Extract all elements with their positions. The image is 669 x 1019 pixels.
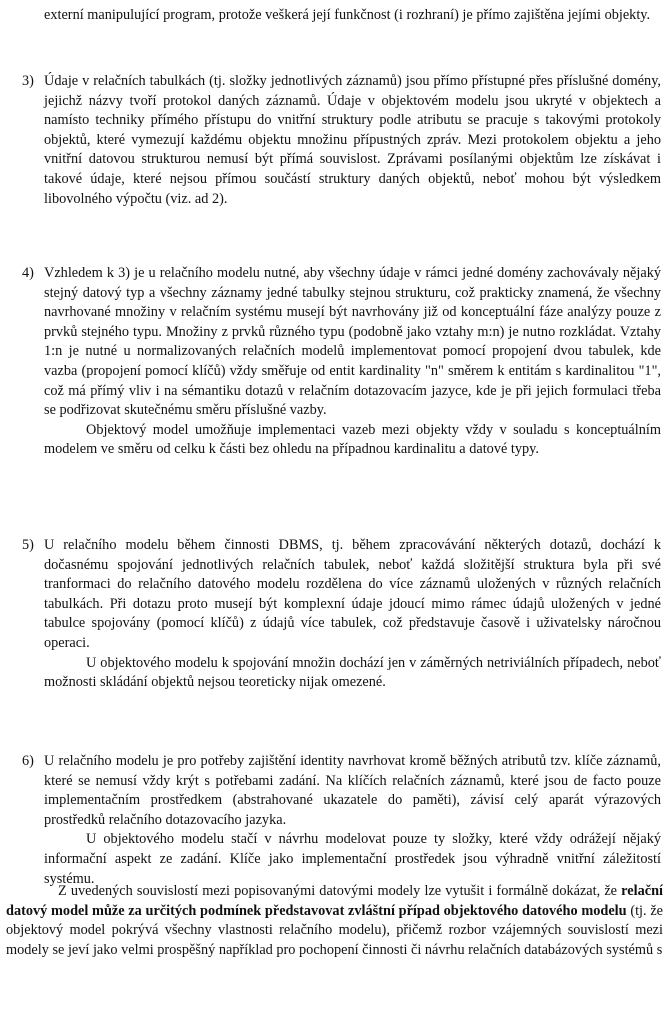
list-item-body	[44, 264, 661, 460]
list-item-body	[44, 536, 661, 693]
paragraph: U relačního modelu během činnosti DBMS, tj. během zpracovávání některých dotazů, dochází k dočasnému spojování jednotlivých relačních tabulek, neboť každá složitější struktura byla při své tranformaci do relačního datového modelu rozdělena do více záznamů uložených v různých relačních tabulkách. Při dotazu proto musejí být komplexní údaje jdoucí mimo rámec údajů uložených v jedné tabulce spojovány (pomocí klíčů) z údajů více tabulek, což představuje časově i uživatelsky náročnou operaci.	[44, 537, 661, 651]
paragraph: Objektový model umožňuje implementaci vazeb mezi objekty vždy v souladu s konceptuálním modelem ve směru od celku k části bez ohledu na případnou kardinalitu a datové typy.	[44, 421, 661, 458]
closing-text-end: (tj. že objektový model pokrývá všechny vlastnosti relačního modelu), přičemž rozbor vzájemných souvislostí mezi modely se jeví jako velmi prospěšný například pro pochopení činnosti či návrhu relačních databázových systémů s	[6, 902, 664, 958]
intro-paragraph	[44, 6, 661, 26]
paragraph: Vzhledem k 3) je u relačního modelu nutné, aby všechny údaje v rámci jedné domény zachovávaly nějaký stejný datový typ a všechny záznamy jedné tabulky stejnou strukturu, což prakticky znamená, že všechny navrhované množiny v relačním systému musejí být navrhovány již od konceptuální fáze analýzy pouze z prvků stejného typu. Množiny z prvků různého typu (podobně jako vztahy m:n) je nutno rozkládat. Vztahy 1:n je nutné u normalizovaných relačních modelů implementovat pomocí propojení dvou tabulek, kde vazba (propojení pomocí klíčů) vždy směřuje od entit kardinality "n" směrem k entitám s kardinalitou "1", což má přímý vliv i na sémantiku dotazů v relačním dotazovacím jazyce, kde je při jejich formulaci třeba se podřizovat skutečnému směru příslušné vazby.	[44, 265, 661, 419]
list-item-number: 4)	[22, 265, 34, 281]
list-item-number: 3)	[22, 73, 34, 89]
closing-paragraph	[6, 882, 663, 960]
paragraph: Údaje v relačních tabulkách (tj. složky jednotlivých záznamů) jsou přímo přístupné přes příslušné domény, jejichž názvy tvoří protokol daných záznamů. Údaje v objektovém modelu jsou ukryté v objektech a namísto techniky přímého přístupu do vnitřní struktury podle atributu se pracuje s takovými protokoly objektů, které vymezují každému objektu množinu přípustných zpráv. Mezi protokolem objektu a jeho vnitřní datovou strukturou nemusí být přímá souvislost. Zprávami posílanými objektům lze získávat i takové údaje, které nejsou přímou součástí struktury daných objektů, neboť mohou být výsledkem libovolného výpočtu (viz. ad 2).	[44, 73, 661, 207]
list-item-number: 5)	[22, 537, 34, 553]
list-item-number: 6)	[22, 753, 34, 769]
paragraph: U objektového modelu stačí v návrhu modelovat pouze ty složky, které vždy odrážejí nějaký informační aspekt ze zadání. Klíče jako implementační prostředek jsou výhradně vnitřní záležitostí systému.	[44, 831, 661, 887]
paragraph: U relačního modelu je pro potřeby zajištění identity navrhovat kromě běžných atributů tzv. klíče záznamů, které se nemusí vždy krýt s potřebami zadání. Na klíčích relačních záznamů, které jsou de facto pouze implementačním prostředkem (abstrahované ukazatele do paměti), závisí celý aparát výrazových prostředků relačního dotazovacího jazyka.	[44, 753, 661, 828]
intro-text: externí manipulující program, protože veškerá její funkčnost (i rozhraní) je přímo zajištěna jejími objekty.	[44, 7, 651, 23]
list-item-body	[44, 752, 661, 889]
list-item-body	[44, 72, 661, 209]
closing-text	[6, 882, 663, 960]
closing-text-emphasis: relační datový model může za určitých podmínek představovat zvláštní případ objektového datového modelu	[6, 883, 663, 919]
paragraph: U objektového modelu k spojování množin dochází jen v záměrných netriviálních případech, neboť možnosti skládání objektů nejsou teoreticky nijak omezené.	[44, 654, 661, 691]
closing-text-start: Z uvedených souvislostí mezi popisovanými datovými modely lze vytušit i formálně dokázat, že	[58, 883, 618, 899]
